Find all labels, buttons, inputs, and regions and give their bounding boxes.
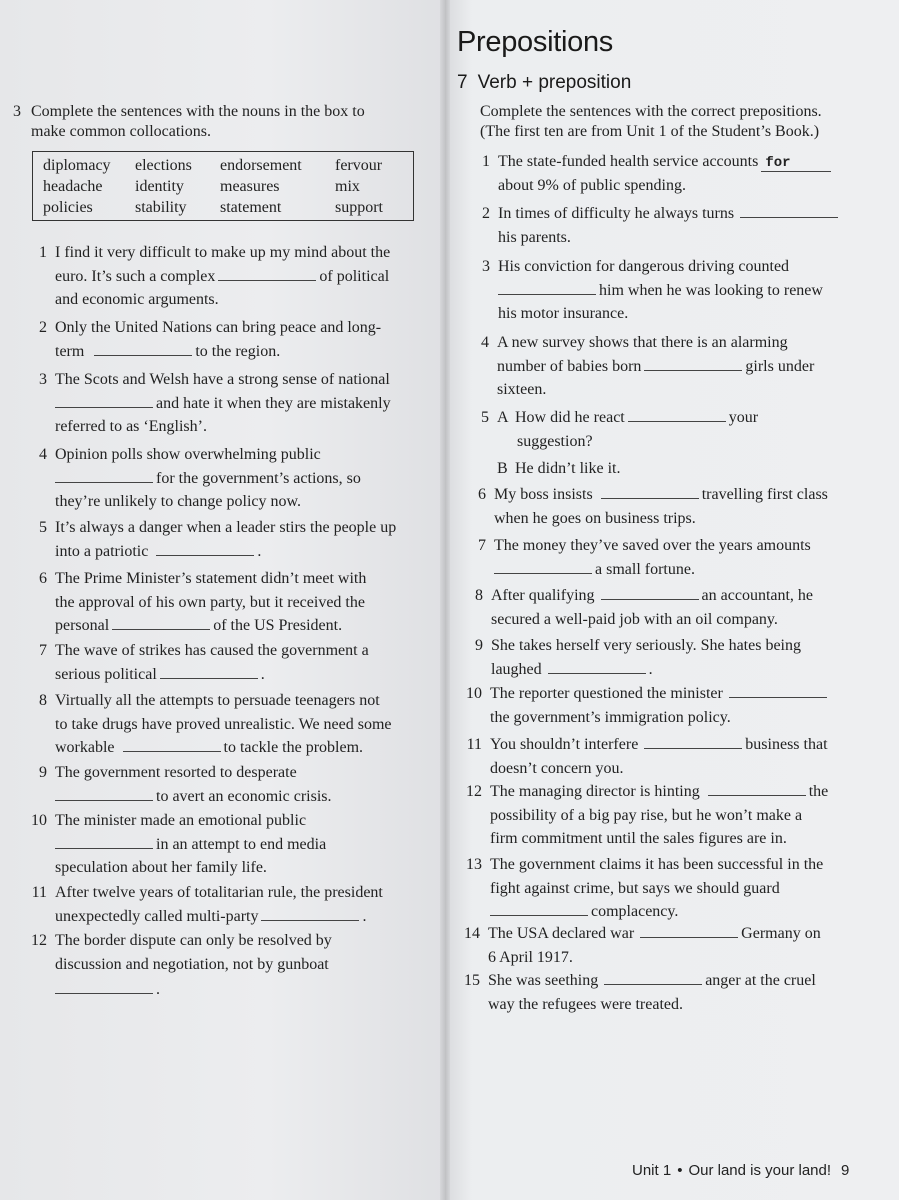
- question-text: In times of difficulty he always turns: [498, 205, 735, 222]
- question-text: to take drugs have proved unrealistic. We need some: [55, 715, 392, 733]
- question-3-8: [39, 689, 392, 760]
- answer-blank[interactable]: [644, 734, 742, 749]
- question-number: 7: [39, 642, 47, 659]
- question-text: to the region.: [195, 342, 281, 360]
- question-text: possibility of a big pay rise, but he won’t make a: [490, 806, 803, 824]
- answer-blank[interactable]: [628, 407, 726, 422]
- question-number: 1: [39, 244, 47, 261]
- question-number: 13: [466, 856, 482, 873]
- exercise3-instructions: [13, 102, 365, 142]
- question-number: 2: [482, 205, 490, 222]
- question-text: to tackle the problem.: [223, 739, 364, 756]
- question-text: The Prime Minister’s statement didn’t meet with: [55, 570, 367, 587]
- question-text: firm commitment until the sales figures are in.: [490, 830, 787, 847]
- question-text: an accountant, he: [701, 587, 814, 604]
- question-number: 5: [39, 519, 47, 536]
- question-text: The wave of strikes has caused the government a: [55, 642, 369, 659]
- question-text: to avert an economic crisis.: [156, 787, 332, 805]
- question-text: The money they’ve saved over the years amounts: [494, 537, 811, 554]
- question-number: 14: [464, 925, 480, 942]
- question-number: 3: [482, 258, 490, 275]
- question-3-1: [39, 241, 391, 312]
- question-text: .: [257, 542, 262, 560]
- question-number: 10: [31, 812, 47, 829]
- question-text: sixteen.: [497, 381, 547, 398]
- unit-label: Unit 1: [632, 1162, 672, 1179]
- question-number: 3: [39, 371, 47, 388]
- question-text: She was seething: [488, 972, 599, 989]
- question-number: 12: [466, 783, 482, 800]
- answer-blank[interactable]: [55, 786, 153, 801]
- question-text: How did he react: [515, 409, 625, 426]
- question-text: workable: [55, 739, 115, 756]
- question-text: He didn’t like it.: [515, 460, 621, 477]
- box-word: identity: [135, 178, 184, 195]
- question-3-9: [39, 761, 332, 808]
- answer-blank[interactable]: [94, 341, 192, 356]
- question-text: your: [728, 409, 759, 426]
- question-text: the: [808, 783, 829, 800]
- question-text: Virtually all the attempts to persuade teenagers not: [55, 692, 380, 709]
- box-word: support: [335, 199, 383, 216]
- question-7-7: [478, 534, 811, 581]
- box-word: headache: [43, 178, 103, 195]
- question-text: into a patriotic: [55, 542, 149, 560]
- question-text: The Scots and Welsh have a strong sense of national: [55, 371, 390, 388]
- question-text: After qualifying: [491, 587, 595, 604]
- question-text: discussion and negotiation, not by gunboat: [55, 955, 329, 973]
- question-text: Only the United Nations can bring peace and long-: [55, 319, 382, 336]
- answer-blank[interactable]: [55, 393, 153, 408]
- question-text: .: [362, 907, 367, 925]
- answer-blank[interactable]: [601, 484, 699, 499]
- question-3-4: [39, 443, 361, 514]
- question-7-2: [482, 202, 841, 249]
- question-text: laughed: [491, 660, 542, 678]
- question-text: euro. It’s such a complex: [55, 267, 216, 285]
- subsection-title: [457, 72, 631, 94]
- question-7-14: [464, 922, 821, 969]
- question-text: My boss insists: [494, 486, 593, 503]
- question-3-2: [39, 316, 382, 363]
- question-number: 4: [481, 334, 489, 351]
- question-number: 7: [478, 537, 486, 554]
- question-text: The state-funded health service accounts: [498, 153, 759, 170]
- question-text: .: [156, 981, 160, 998]
- speaker-label: A: [497, 409, 509, 426]
- instruction-line: (The first ten are from Unit 1 of the Student’s Book.): [480, 123, 820, 140]
- question-text: of political: [319, 267, 390, 285]
- question-text: in an attempt to end media: [156, 835, 327, 853]
- question-text: the approval of his own party, but it received the: [55, 593, 365, 611]
- question-text: referred to as ‘English’.: [55, 418, 207, 435]
- box-word: diplomacy: [43, 157, 111, 174]
- instruction-line: Complete the sentences with the nouns in the box to: [31, 103, 365, 120]
- question-text: unexpectedly called multi-party: [55, 907, 259, 925]
- answer-blank[interactable]: [112, 615, 210, 630]
- box-word: statement: [220, 199, 282, 216]
- question-number: 15: [464, 972, 480, 989]
- answer-blank[interactable]: [218, 266, 316, 281]
- question-7-12: [466, 780, 829, 851]
- question-7-10: [466, 682, 830, 729]
- question-text: girls under: [745, 357, 815, 375]
- page-footer: [632, 1162, 849, 1179]
- answer-blank[interactable]: [123, 737, 221, 752]
- question-3-11: [31, 881, 383, 928]
- question-3-10: [31, 809, 327, 880]
- answer-blank[interactable]: [55, 834, 153, 849]
- answer-blank[interactable]: [55, 468, 153, 483]
- word-box: [32, 151, 414, 221]
- question-7-5: [481, 406, 759, 481]
- separator-dot: •: [677, 1162, 683, 1179]
- question-3-7: [39, 639, 369, 686]
- question-text: business that: [745, 736, 828, 753]
- question-text: Germany on: [741, 925, 821, 942]
- question-text: they’re unlikely to change policy now.: [55, 493, 301, 510]
- question-text: him when he was looking to renew: [599, 281, 823, 299]
- question-text: about 9% of public spending.: [498, 176, 686, 194]
- answer-blank[interactable]: [490, 901, 588, 916]
- question-text: His conviction for dangerous driving counted: [498, 258, 790, 275]
- answer-blank[interactable]: [644, 356, 742, 371]
- instruction-line: make common collocations.: [31, 123, 211, 140]
- answer-blank[interactable]: [548, 659, 646, 674]
- question-text: personal: [55, 617, 110, 634]
- question-number: 1: [482, 153, 490, 170]
- answer-blank[interactable]: [261, 906, 359, 921]
- box-word: mix: [335, 178, 360, 195]
- box-word: fervour: [335, 157, 383, 174]
- question-7-9: [475, 634, 801, 681]
- question-text: The government claims it has been successful in the: [490, 856, 824, 873]
- box-word: endorsement: [220, 157, 302, 174]
- question-text: the government’s immigration policy.: [490, 708, 731, 726]
- question-text: complacency.: [591, 903, 679, 920]
- question-text: and economic arguments.: [55, 291, 219, 308]
- question-text: serious political: [55, 665, 157, 683]
- question-7-1: [482, 150, 834, 197]
- answer-blank[interactable]: [498, 280, 596, 295]
- speaker-label: B: [497, 460, 508, 477]
- question-3-12: [31, 929, 332, 1002]
- page-number: 9: [841, 1162, 850, 1179]
- question-text: of the US President.: [213, 617, 343, 634]
- question-text: The border dispute can only be resolved by: [55, 932, 332, 949]
- question-text: .: [260, 665, 265, 683]
- answer-blank[interactable]: [160, 664, 258, 679]
- question-text: fight against crime, but says we should guard: [490, 879, 780, 897]
- question-text: A new survey shows that there is an alarming: [497, 334, 788, 351]
- question-7-11: [466, 733, 828, 780]
- question-number: 9: [475, 637, 483, 654]
- answer-blank[interactable]: [708, 781, 806, 796]
- box-word: elections: [135, 157, 192, 174]
- question-text: a small fortune.: [595, 560, 695, 578]
- question-text: suggestion?: [517, 432, 593, 450]
- answer-blank[interactable]: [740, 203, 838, 218]
- question-text: After twelve years of totalitarian rule, the president: [55, 884, 383, 901]
- question-text: his parents.: [498, 228, 571, 246]
- box-word: measures: [220, 178, 280, 195]
- question-3-5: [39, 516, 397, 563]
- question-text: She takes herself very seriously. She hates being: [491, 637, 801, 654]
- answer-blank[interactable]: [640, 923, 738, 938]
- answer-blank-filled[interactable]: for: [761, 155, 831, 172]
- question-text: anger at the cruel: [705, 972, 816, 989]
- subsection-title-text: Verb + preposition: [477, 72, 632, 93]
- answer-blank[interactable]: [55, 979, 153, 994]
- unit-title: Our land is your land!: [688, 1162, 832, 1179]
- subsection-number: 7: [457, 72, 468, 93]
- answer-blank[interactable]: [604, 970, 702, 985]
- question-number: 5: [481, 409, 489, 426]
- question-7-13: [466, 853, 824, 924]
- question-number: 2: [39, 319, 47, 336]
- question-text: The managing director is hinting: [490, 783, 700, 800]
- question-number: 12: [31, 932, 47, 949]
- question-7-4: [481, 331, 815, 402]
- question-number: 6: [39, 570, 47, 587]
- question-7-3: [482, 255, 823, 326]
- question-text: doesn’t concern you.: [490, 759, 624, 777]
- question-text: .: [648, 660, 653, 678]
- question-text: when he goes on business trips.: [494, 509, 696, 527]
- question-text: his motor insurance.: [498, 305, 629, 322]
- question-text: I find it very difficult to make up my mind about the: [55, 244, 391, 261]
- question-number: 4: [39, 446, 47, 463]
- question-text: You shouldn’t interfere: [490, 736, 639, 753]
- question-text: The USA declared war: [488, 925, 635, 942]
- question-7-8: [475, 584, 814, 631]
- question-7-15: [464, 969, 816, 1016]
- question-text: 6 April 1917.: [488, 948, 573, 966]
- book-gutter: [440, 0, 450, 1200]
- box-word: stability: [135, 199, 187, 216]
- question-7-6: [478, 483, 828, 530]
- answer-blank[interactable]: [494, 559, 592, 574]
- question-number: 10: [466, 685, 482, 702]
- question-text: way the refugees were treated.: [488, 995, 683, 1013]
- question-text: It’s always a danger when a leader stirs the people up: [55, 519, 397, 536]
- question-text: speculation about her family life.: [55, 859, 267, 876]
- answer-blank[interactable]: [601, 585, 699, 600]
- question-text: The government resorted to desperate: [55, 764, 297, 781]
- question-text: term: [55, 342, 85, 360]
- question-text: number of babies born: [497, 357, 642, 375]
- question-number: 8: [475, 587, 483, 604]
- question-text: for the government’s actions, so: [156, 469, 361, 487]
- answer-blank[interactable]: [729, 683, 827, 698]
- question-text: travelling first class: [701, 486, 828, 503]
- instruction-line: Complete the sentences with the correct prepositions.: [480, 103, 822, 120]
- question-text: secured a well-paid job with an oil company.: [491, 610, 778, 628]
- question-number: 11: [31, 884, 47, 901]
- question-text: Opinion polls show overwhelming public: [55, 446, 321, 463]
- question-number: 8: [39, 692, 47, 709]
- exercise3-number: 3: [13, 103, 21, 120]
- answer-blank[interactable]: [156, 541, 254, 556]
- question-number: 9: [39, 764, 47, 781]
- question-3-6: [39, 567, 367, 638]
- question-text: The reporter questioned the minister: [490, 685, 723, 702]
- box-word: policies: [43, 199, 93, 216]
- exercise7-instructions: [480, 102, 822, 142]
- question-number: 11: [466, 736, 482, 753]
- question-3-3: [39, 368, 391, 439]
- section-title: Prepositions: [457, 26, 613, 58]
- question-text: The minister made an emotional public: [55, 812, 307, 829]
- question-number: 6: [478, 486, 486, 503]
- question-text: and hate it when they are mistakenly: [156, 394, 391, 412]
